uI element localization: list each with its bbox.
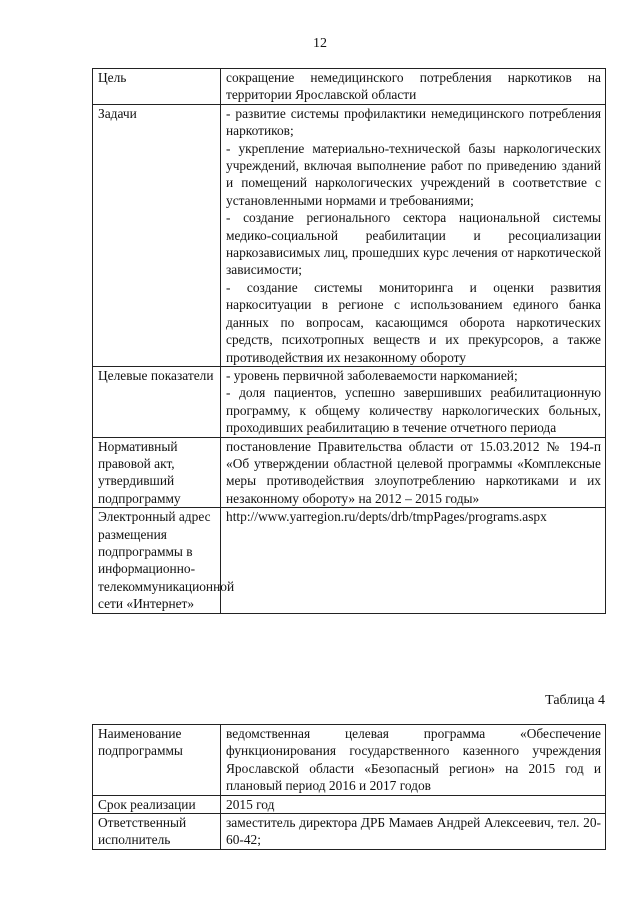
row-label-text: Наименование подпрограммы: [98, 726, 183, 759]
table-row: [93, 366, 606, 437]
table-row: [93, 69, 606, 105]
row-label: [93, 69, 221, 105]
table-row: [93, 814, 606, 850]
row-value-text: - создание регионального сектора национальной системы медико-социальной реабилитации и ресоциализации наркозависимых лиц, прошедших курс лечения от наркотической зависимости;: [226, 210, 601, 278]
row-label-text: Электронный адрес размещения подпрограммы в информационно-телекоммуникационной сети «Интернет»: [98, 509, 235, 612]
row-value-text: - уровень первичной заболеваемости наркоманией;: [226, 367, 518, 383]
row-value-text: - создание системы мониторинга и оценки развития наркоситуации в регионе с использованием единого банка данных по вопросам, касающимся оборота наркотических средств, психотропных веществ и их прекурсоров, а также противодействия их незаконному обороту: [226, 279, 601, 365]
table-caption: Таблица 4: [545, 693, 605, 708]
row-value-text: - доля пациентов, успешно завершивших реабилитационную программу, к общему количеству наркологических больных, проходивших реабилитацию в течение отчетного периода: [226, 385, 601, 436]
row-value-text: постановление Правительства области от 15.03.2012 № 194-п «Об утверждении областной целевой программы «Комплексные меры противодействия злоупотреблению наркотиками и их незаконному обороту» на 2012 – 2015 годы»: [226, 438, 601, 506]
row-label: [93, 814, 221, 850]
row-value: [221, 69, 606, 105]
row-label: [93, 366, 221, 437]
row-label-text: Задачи: [98, 105, 137, 121]
row-label-text: Цель: [98, 70, 127, 85]
row-value-text: - развитие системы профилактики немедицинского потребления наркотиков;: [226, 105, 601, 139]
row-value-text: заместитель директора ДРБ Мамаев Андрей Алексеевич, тел. 20-60-42;: [226, 815, 601, 848]
row-value-text: сокращение немедицинского потребления наркотиков на территории Ярославской области: [226, 70, 601, 103]
row-value: [221, 104, 606, 366]
row-label-text: Срок реализации: [98, 796, 196, 812]
row-label-text: Нормативный правовой акт, утвердивший подпрограмму: [98, 438, 181, 506]
row-value-text: ведомственная целевая программа «Обеспечение функционирования государственного казенного учреждения Ярославской области «Безопасный регион» на 2015 год и плановый период 2016 и 2017 годов: [226, 726, 601, 794]
table-row: [93, 104, 606, 366]
row-label-text: Ответственный исполнитель: [98, 815, 187, 848]
row-value: [221, 508, 606, 613]
row-label: [93, 437, 221, 508]
passport-table-1: [92, 68, 606, 614]
row-value: [221, 795, 606, 813]
row-label-text: Целевые показатели: [98, 367, 214, 383]
table-row: [93, 795, 606, 813]
row-value: [221, 437, 606, 508]
row-value: [221, 814, 606, 850]
row-label: [93, 725, 221, 796]
table-row: [93, 508, 606, 613]
passport-table-2: [92, 724, 606, 850]
row-value: [221, 725, 606, 796]
table-row: [93, 725, 606, 796]
row-value-text: 2015 год: [226, 796, 275, 812]
row-label: [93, 104, 221, 366]
row-label: [93, 795, 221, 813]
row-value-text: - укрепление материально-технической базы наркологических учреждений, включая выполнение работ по приведению зданий и помещений наркологических учреждений в соответствие с установленными нормами и требованиями;: [226, 140, 601, 208]
table-row: [93, 437, 606, 508]
page-number: 12: [313, 36, 327, 51]
row-value: [221, 366, 606, 437]
row-value-text: http://www.yarregion.ru/depts/drb/tmpPages/programs.aspx: [226, 509, 547, 525]
row-label: [93, 508, 235, 613]
